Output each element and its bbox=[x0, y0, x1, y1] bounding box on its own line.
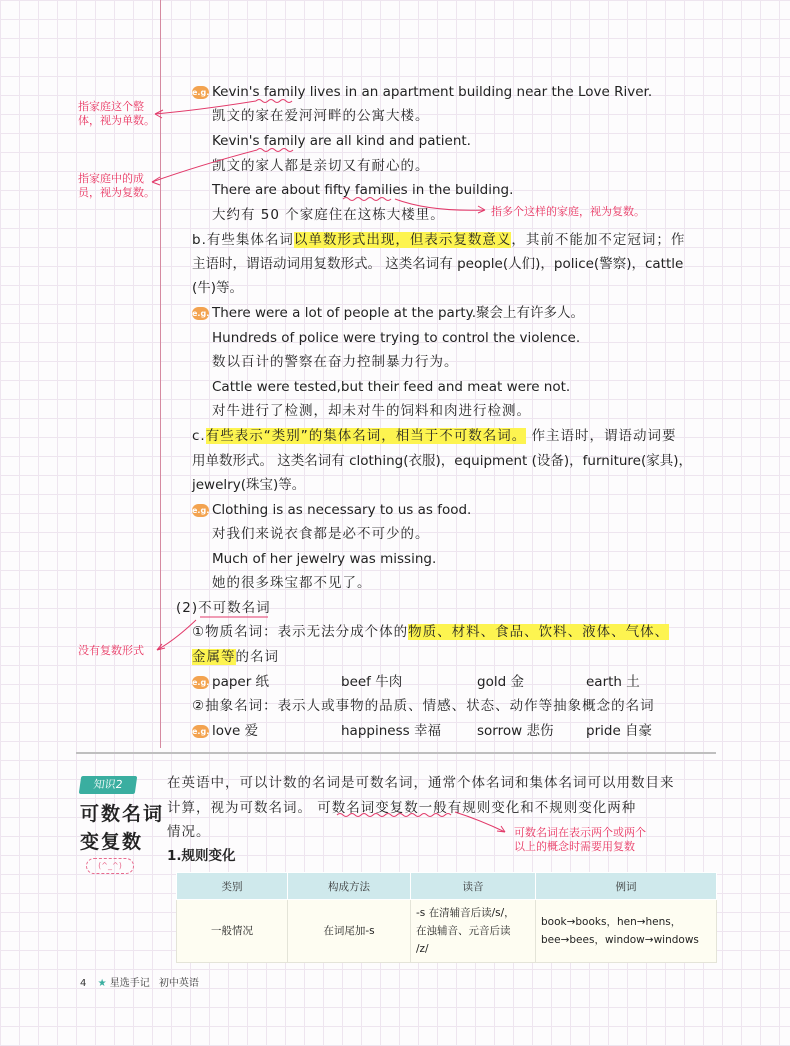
abstract-example-1: love 爱 bbox=[212, 723, 259, 739]
table-row bbox=[177, 900, 717, 963]
page-footer bbox=[80, 974, 199, 989]
regular-change-subtitle: 1.规则变化 bbox=[167, 848, 236, 864]
knowledge-badge: 知识2 bbox=[79, 776, 138, 794]
header-category: 类别 bbox=[177, 873, 288, 900]
section-b-ex2: Hundreds of police were trying to control the violence. bbox=[212, 330, 581, 346]
brand-name: 星选手记 bbox=[109, 978, 150, 989]
section-b-ex1: There were a lot of people at the party.聚会上有许多人。 bbox=[212, 305, 585, 321]
example-zh-2: 凯文的家人都是亲切又有耐心的。 bbox=[212, 158, 430, 174]
eg-badge: e.g. bbox=[192, 678, 210, 687]
cell-category: 一般情况 bbox=[177, 900, 288, 963]
section-b-ex3: 数以百计的警察在奋力控制暴力行为。 bbox=[212, 354, 459, 370]
section-b-line1: b.有些集体名词以单数形式出现，但表示复数意义，其前不能加不定冠词；作 bbox=[192, 232, 686, 248]
eg-badge: e.g. bbox=[192, 88, 210, 97]
section-b-ex4: Cattle were tested,but their feed and meat were not. bbox=[212, 379, 571, 395]
annotation-arrow-2 bbox=[0, 760, 790, 850]
section-b-ex5: 对牛进行了检测，却未对牛的饲料和肉进行检测。 bbox=[212, 403, 531, 419]
uncountable-title: (2)不可数名词 bbox=[176, 600, 271, 616]
cell-examples: book→books，hen→hens， bee→bees，window→windows bbox=[536, 900, 717, 963]
note-plural-usage: 可数名词在表示两个或两个 以上的概念时需要用复数 bbox=[514, 826, 646, 853]
header-examples: 例词 bbox=[536, 873, 717, 900]
regular-change-table bbox=[176, 872, 717, 963]
note-family-members: 指家庭中的成 员，视为复数。 bbox=[78, 172, 155, 199]
section-c-ex3: Much of her jewelry was missing. bbox=[212, 551, 437, 567]
example-zh-3: 大约有 50 个家庭住在这栋大楼里。 bbox=[212, 207, 445, 223]
example-zh-1: 凯文的家在爱河河畔的公寓大楼。 bbox=[212, 108, 430, 124]
highlight-c: 有些表示“类别”的集体名词，相当于不可数名词。 bbox=[205, 428, 527, 444]
star-icon: ★ bbox=[97, 978, 107, 989]
section-c-ex1: Clothing is as necessary to us as food. bbox=[212, 502, 472, 518]
cell-method: 在词尾加-s bbox=[288, 900, 411, 963]
abstract-example-2: happiness 幸福 bbox=[341, 723, 441, 739]
section-c-line3: jewelry(珠宝)等。 bbox=[192, 477, 306, 493]
highlight-b: 以单数形式出现，但表示复数意义 bbox=[293, 232, 512, 248]
material-example-1: paper 纸 bbox=[212, 674, 270, 690]
knowledge-para-3: 情况。 bbox=[167, 824, 211, 840]
knowledge-title: 可数名词 变复数 bbox=[80, 803, 165, 853]
section-c-ex2: 对我们来说衣食都是必不可少的。 bbox=[212, 526, 430, 542]
abstract-example-4: pride 自豪 bbox=[586, 723, 653, 739]
knowledge-para-2: 计算，视为可数名词。 可数名词变复数一般有规则变化和不规则变化两种 bbox=[167, 800, 637, 816]
knowledge-para-1: 在英语中，可以计数的名词是可数名词，通常个体名词和集体名词可以用数目来 bbox=[167, 775, 675, 791]
section-c-ex4: 她的很多珠宝都不见了。 bbox=[212, 575, 372, 591]
eg-badge: e.g. bbox=[192, 506, 210, 515]
note-multiple-families: 指多个这样的家庭，视为复数。 bbox=[491, 205, 645, 218]
abstract-nouns-line: ②抽象名词：表示人或事物的品质、情感、状态、动作等抽象概念的名词 bbox=[192, 698, 655, 714]
note-no-plural: 没有复数形式 bbox=[78, 644, 144, 657]
cell-pronunciation: -s 在清辅音后读/s/， 在浊辅音、元音后读 /z/ bbox=[411, 900, 536, 963]
material-nouns-line2: 金属等的名词 bbox=[192, 649, 279, 665]
material-example-2: beef 牛肉 bbox=[341, 674, 403, 690]
example-en-2: Kevin's family are all kind and patient. bbox=[212, 133, 471, 149]
section-b-line3: (牛)等。 bbox=[192, 280, 244, 296]
header-pronunciation: 读音 bbox=[411, 873, 536, 900]
subject-name: 初中英语 bbox=[158, 978, 199, 989]
smiley-decoration: (^_^) bbox=[86, 858, 134, 874]
material-nouns-line1: ①物质名词：表示无法分成个体的物质、材料、食品、饮料、液体、气体、 bbox=[192, 624, 670, 640]
material-example-3: gold 金 bbox=[477, 674, 524, 690]
section-divider bbox=[76, 752, 716, 754]
section-b-line2: 主语时，谓语动词用复数形式。 这类名词有 people(人们)，police(警察)，cattle bbox=[192, 256, 684, 272]
section-c-line1: c.有些表示“类别”的集体名词，相当于不可数名词。 作主语时，谓语动词要 bbox=[192, 428, 677, 444]
example-en-1: Kevin's family lives in an apartment building near the Love River. bbox=[212, 84, 653, 100]
material-example-4: earth 土 bbox=[586, 674, 640, 690]
header-method: 构成方法 bbox=[288, 873, 411, 900]
eg-badge: e.g. bbox=[192, 309, 210, 318]
example-en-3: There are about fifty families in the building. bbox=[212, 182, 514, 198]
section-c-line2: 用单数形式。 这类名词有 clothing(衣服)，equipment (设备)，furniture(家具)， bbox=[192, 453, 693, 469]
abstract-example-3: sorrow 悲伤 bbox=[477, 723, 554, 739]
note-whole-family: 指家庭这个整 体，视为单数。 bbox=[78, 100, 155, 127]
page-number: 4 bbox=[80, 978, 87, 989]
eg-badge: e.g. bbox=[192, 727, 210, 736]
